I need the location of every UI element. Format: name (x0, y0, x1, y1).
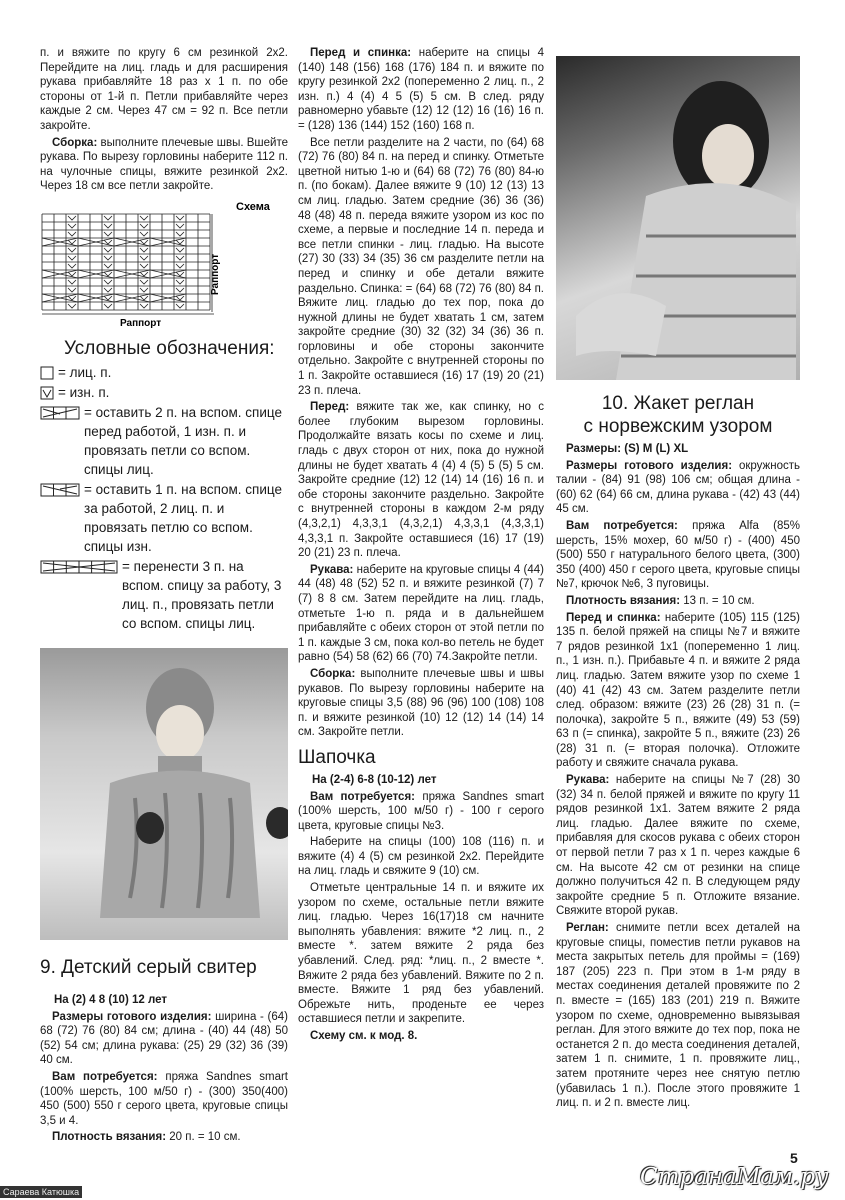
pattern-title-line: с норвежским узором (583, 416, 773, 437)
paragraph (556, 611, 800, 772)
cable-mark (114, 294, 150, 302)
bold-label: Размеры: (566, 443, 622, 455)
purl-mark (104, 280, 112, 284)
bold-label: Размеры готового изделия: (52, 1010, 212, 1023)
purl-mark (176, 248, 184, 252)
paragraph (556, 594, 800, 609)
paragraph (556, 773, 800, 919)
bold-label: Вам потребуется: (52, 1070, 158, 1083)
purl-mark (104, 272, 112, 276)
purl-mark (68, 304, 76, 308)
column-right (556, 384, 800, 1113)
paragraph (40, 136, 288, 194)
legend-title: Условные обозначения: (64, 337, 275, 359)
purl-mark (68, 248, 76, 252)
paragraph (40, 1130, 288, 1145)
cable-mark (150, 238, 186, 246)
purl-mark (140, 216, 148, 220)
pattern-title (556, 392, 800, 438)
paragraph-text: пряжа Sandnes smart (100% шерсть, 100 м/50 г) - (300) 350(400) 450 (500) 550 г серого цвета, круговые спицы 3,5 и 4. (40, 1070, 288, 1127)
paragraph-text: 20 п. = 10 см. (166, 1131, 241, 1144)
cable-mark (150, 294, 186, 302)
purl-mark (140, 272, 148, 276)
paragraph (556, 459, 800, 517)
purl-mark (104, 224, 112, 228)
bold-label: Плотность вязания: (566, 594, 681, 607)
bold-label: Вам потребуется: (566, 519, 678, 532)
cable-six-stitch-icon (40, 560, 118, 574)
paragraph: Отметьте центральные 14 п. и вяжите их узором по схеме, остальные петли вяжите лиц. гладью. Через 16(17)18 см начните выполнять убавления: вяжите *2 лиц. п., 2 вместе *. затем вяжите 2 ряда без убавлений. След. ряд: *лиц. п., 2 вместе *. Вяжите 2 ряда без убавлений. Вяжите по 2 п. вместе. Вяжите 1 ряд без убавлений. Обрежьте нить, проденьте ее через оставшиеся петли и закрепите. (298, 882, 544, 1026)
cable-mark (150, 270, 186, 278)
rapport-vertical-label: Раппорт (210, 253, 221, 295)
bold-label: Перед: (310, 401, 350, 414)
purl-mark (104, 248, 112, 252)
paragraph-text: выполните плечевые швы. Вшейте рукава. По вырезу горловины наберите 112 п. на чулочные спицы, вяжите резинкой 2х2. Через 18 см все петли закройте. (40, 136, 288, 193)
purl-mark (176, 232, 184, 236)
purl-mark (176, 272, 184, 276)
purl-mark (176, 280, 184, 284)
purl-mark (68, 288, 76, 292)
cable-cross-front-icon (40, 406, 80, 420)
column-left (40, 46, 288, 634)
purl-mark (176, 224, 184, 228)
paragraph (556, 921, 800, 1111)
purl-mark (140, 296, 148, 300)
hat-sizes: На (2-4) 6-8 (10-12) лет (312, 773, 437, 786)
knit-stitch-icon (40, 366, 54, 380)
paragraph-text: окружность талии - (84) 91 (98) 106 см; общая длина - (60) 62 (64) 66 см, длина рукава - (42) 43 (44) 45 см. (556, 459, 801, 516)
cable-mark (42, 270, 78, 278)
raglan-jacket-photo (556, 56, 800, 380)
cable-mark (78, 270, 114, 278)
paragraph-text: выполните плечевые швы и швы рукавов. По вырезу горловины наберите на круговые спицы 3,5 (88) 96 (96) 100 (108) 108 п. и вяжите резинкой (10) 12 (12) 14 (14) 14 см. Закройте петли. (298, 667, 544, 739)
purl-mark (68, 240, 76, 244)
paragraph (556, 442, 800, 457)
scheme-label: Схема (236, 200, 270, 213)
paragraph: п. и вяжите по кругу 6 см резинкой 2х2. Перейдите на лиц. гладь и для расширения рукава прибавляйте 18 раз х 1 п. по обе стороны от 1-й п. Петли прибавляйте через каждые 2 см. Через 47 см = 92 п. Все петли закройте. (40, 47, 288, 132)
purl-mark (104, 232, 112, 236)
raglan-jacket-illustration (556, 56, 800, 380)
cable-mark (78, 238, 114, 246)
bold-label: Размеры готового изделия: (566, 459, 733, 472)
purl-mark (140, 232, 148, 236)
scheme-chart (40, 200, 288, 330)
scheme-reference: Схему см. к мод. 8. (310, 1030, 418, 1042)
rapport-horizontal-label: Раппорт (120, 317, 162, 329)
paragraph (40, 1010, 288, 1068)
paragraph: Все петли разделите на 2 части, по (64) 68 (72) 76 (80) 84 п. на перед и спинку. Отметьте цветной нитью 1-ю и (64) 68 (72) 76 (80) 84-ю п. (по бокам). Далее вяжите 9 (10) 12 (13) 13 см лиц. гладью. Затем средние (36) 36 (36) 48 (48) 48 п. переда вяжите узором из кос по схеме, а первые и последние 14 п. переда и все петли спинки - лиц. гладью. На высоте (27) 30 (33) 34 (35) 36 см разделите петли на перед и спинку и обе детали вяжите раздельно. Спинка: = (64) 68 (72) 76 (80) 84 п. Вяжите лиц. гладью до тех пор, пока до нужной длины не будет хватать 1 см, затем закройте средние (30) 32 (32) 34 (36) 36 п. горловины и обе стороны закончите отдельно. Закройте с внутренней стороны по 1 п. Закройте оставшиеся (16) 17 (19) 20 (21) 23 п. плеча. (298, 136, 544, 397)
purl-mark (140, 240, 148, 244)
paragraph (556, 519, 800, 592)
purl-mark (68, 216, 76, 220)
bold-label: Сборка: (52, 136, 98, 149)
purl-mark (68, 224, 76, 228)
legend-item (40, 480, 288, 556)
paragraph-text: пряжа Sandnes smart (100% шерсть, 100 м/50 г) - 100 г серого цвета, круговые спицы №3. (298, 790, 544, 832)
legend-text: = оставить 2 п. на вспом. спице перед работой, 1 изн. п. и провязать петли со вспом. спицы лиц. (84, 404, 282, 477)
child-sweater-photo (40, 648, 288, 940)
purl-mark (140, 280, 148, 284)
paragraph (298, 667, 544, 740)
purl-mark (68, 256, 76, 260)
bold-label: Реглан: (566, 922, 609, 934)
legend-item (40, 383, 288, 402)
column-left-lower (40, 950, 288, 1147)
legend-text: = лиц. п. (58, 364, 112, 380)
cable-mark (78, 294, 114, 302)
cable-cross-back-icon (40, 483, 80, 497)
paragraph-text: наберите на спицы №7 (28) 30 (32) 34 п. белой пряжей и вяжите по кругу 11 рядов резинкой 1х1. Затем вяжите 2 ряда лиц. гладью. Далее вяжите по схеме, прибавляя для скосов рукава с обеих сторон от первой петли 7 раз х 1 п. через каждые 6 см. На высоте 42 см от резинки на спице должно получиться 42 п. В следующем ряду закройте средние 5 п. Отложите вязание. Свяжите второй рукав. (556, 774, 800, 918)
cable-mark (42, 294, 78, 302)
purl-mark (140, 288, 148, 292)
bold-label: Рукава: (310, 563, 354, 576)
bold-label: Плотность вязания: (52, 1131, 167, 1144)
purl-stitch-icon (40, 386, 54, 400)
paragraph-text: наберите на спицы 4 (140) 148 (156) 168 (176) 184 п. и вяжите по кругу резинкой 2х2 (попеременно 2 лиц. п., 2 изн. п.) 4 (4) 4 5 (5) 5 см. В след. ряду равномерно убавьте (12) 12 (12) 16 (16) 16 п. = (128) 136 (144) 152 (160) 168 п. (298, 47, 544, 132)
purl-mark (176, 288, 184, 292)
purl-mark (176, 256, 184, 260)
cable-mark (42, 238, 78, 246)
legend-item (40, 363, 288, 382)
paragraph: Наберите на спицы (100) 108 (116) п. и вяжите (4) 4 (5) см резинкой 2х2. Перейдите на лиц. гладь и свяжите 9 (10) см. (298, 836, 544, 878)
paragraph (298, 400, 544, 561)
knitting-scheme (40, 200, 288, 330)
purl-mark (104, 240, 112, 244)
credit-label: Сараева Катюшка (0, 1186, 82, 1198)
purl-mark (176, 216, 184, 220)
purl-mark (104, 304, 112, 308)
column-middle (298, 46, 544, 1046)
hat-title: Шапочка (298, 746, 376, 768)
bold-label: Рукава: (566, 774, 610, 787)
bold-label: Сборка: (310, 667, 356, 680)
purl-mark (176, 264, 184, 268)
age-sizes: На (2) 4 8 (10) 12 лет (54, 994, 167, 1006)
paragraph-text: вяжите так же, как спинку, но с более глубоким вырезом горловины. Продолжайте вязать косы по схеме и лиц. гладь с двух сторон от них, пока до нужной длины не будет хватать 4 (4) 4 (5) 5 (5) 5 см. Закройте средние (12) 12 (14) 14 (16) 16 п. и обе стороны закончите раздельно. Закройте с внутренней стороны в каждом 2-м ряду (4,3,2,1) 4,3,3,1 (4,3,2,1) 4,3,3,1 (4,3,3,1) 4,3,3,1 п. Закройте оставшиеся (16) 17 (19) 20 (21) 23 п. плеча. (298, 401, 544, 560)
purl-mark (140, 304, 148, 308)
legend-item (40, 403, 288, 479)
paragraph-text: ширина - (64) 68 (72) 76 (80) 84 см; длина - (40) 44 (48) 50 (52) 54 см; длина рукава: (25) 29 (32) 36 (39) 40 см. (40, 1010, 288, 1067)
paragraph-text: пряжа Alfa (85% шерсть, 15% мохер, 60 м/50 г) - (400) 450 (500) 550 г натурального белого цвета, (300) 350 (400) 450 г серого цвета, круговые спицы №7, крючок №6, 3 пуговицы. (556, 519, 800, 591)
site-watermark: СтранаМам.ру (640, 1164, 829, 1190)
purl-mark (68, 272, 76, 276)
purl-mark (140, 264, 148, 268)
purl-mark (140, 248, 148, 252)
purl-mark (104, 216, 112, 220)
paragraph (298, 563, 544, 665)
bold-label: Вам потребуется: (310, 790, 415, 803)
child-sweater-illustration (40, 648, 288, 940)
bold-label: Перед и спинка: (566, 611, 661, 624)
purl-mark (68, 232, 76, 236)
purl-mark (176, 240, 184, 244)
cable-mark (114, 238, 150, 246)
pattern-title-line: 10. Жакет реглан (601, 393, 755, 414)
bold-label: Перед и спинка: (310, 47, 412, 59)
paragraph-text: 13 п. = 10 см. (680, 594, 755, 607)
purl-mark (104, 256, 112, 260)
purl-mark (68, 280, 76, 284)
legend-text: = перенести 3 п. на вспом. спицу за работу, 3 лиц. п., провязать петли со вспом. спицы лиц. (122, 558, 282, 631)
purl-mark (176, 304, 184, 308)
purl-mark (68, 264, 76, 268)
purl-mark (140, 224, 148, 228)
paragraph-text: наберите на круговые спицы 4 (44) 44 (48) 48 (52) 52 п. и вяжите резинкой (7) 7 (7) 8 8 см. Затем перейдите на лиц. гладь, отметьте 1-ю п. ряда и в дальнейшем прибавляйте с обеих сторон от этой петли по 1 п. каждые 3 см, пока кол-во петель не будет равно (54) 58 (62) 66 (70) 74.Закройте петли. (298, 563, 544, 664)
purl-mark (68, 296, 76, 300)
purl-mark (104, 296, 112, 300)
pattern-title: 9. Детский серый свитер (40, 957, 257, 978)
paragraph-text: снимите петли всех деталей на круговые спицы, поместив петли рукавов на места закрытых петель для проймы = (169) 187 (205) 223 п. При этом в 1-м ряду в местах соединения деталей провяжите по 2 п. вместе = (165) 183 (201) 219 п. Вяжите узором по схеме, одновременно вывязывая реглан. Для этого вяжите до тех пор, пока не останется 2 п. до места соединения деталей, затем 1 п. снимите, 1 п. провяжите лиц., затем протяните через нее снятую петлю (убавилась 1 п.). После этого провяжите 1 лиц. п. и 2 п. вместе лиц. (556, 922, 800, 1110)
paragraph (298, 46, 544, 134)
purl-mark (176, 296, 184, 300)
legend-text: = оставить 1 п. на вспом. спице за работой, 2 лиц. п. и провязать петлю со вспом. спицы изн. (84, 481, 282, 554)
legend-text: = изн. п. (58, 384, 110, 400)
paragraph (40, 1070, 288, 1128)
page-number: 5 (790, 1150, 798, 1166)
purl-mark (104, 288, 112, 292)
paragraph-text: наберите (105) 115 (125) 135 п. белой пряжей на спицы №7 и вяжите 7 рядов резинкой 1х1 (попеременно 1 лиц. п., 1 изн. п.). Прибавьте 4 п. и вяжите 2 ряда лиц. гладью. Затем вяжите узор по схеме 1 (40) 41 (42) 43 см. Затем разделите петли след. образом: вяжите (23) 26 (28) 31 п. (= полочка), закройте 5 п., вяжите (49) 53 (59) 63 п (= спинка), закройте 5 п., вяжите (23) 26 (28) 31 п. (= вторая полочка). Отложите работу и свяжите сначала рукава. (556, 611, 800, 770)
purl-mark (140, 256, 148, 260)
bold-text: (S) M (L) XL (621, 443, 689, 455)
purl-mark (104, 264, 112, 268)
paragraph (298, 790, 544, 834)
cable-mark (114, 270, 150, 278)
legend-item (40, 557, 288, 633)
